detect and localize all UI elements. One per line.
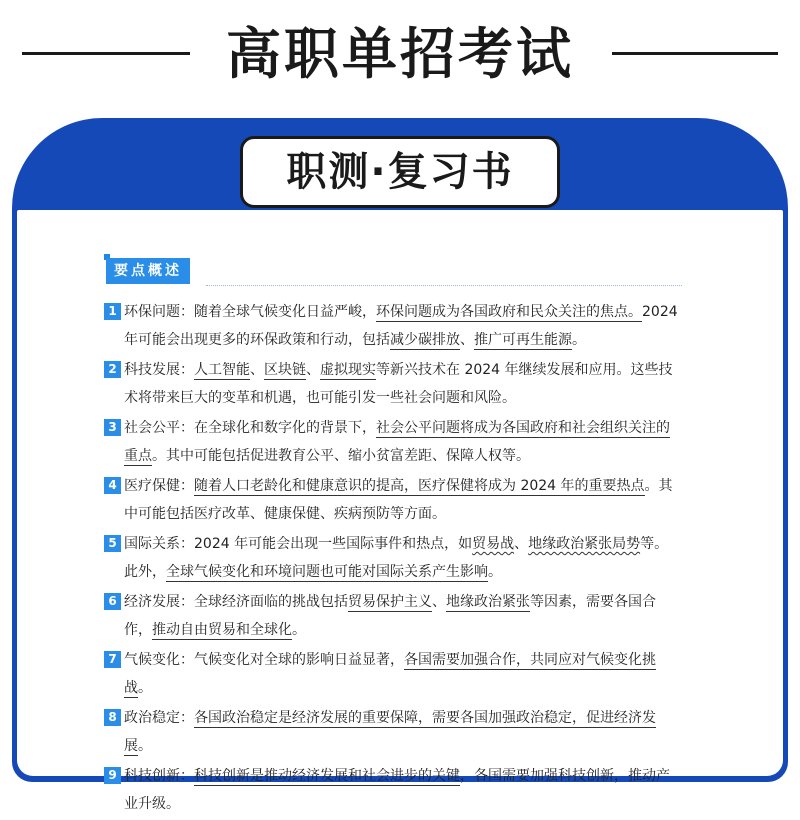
item-underlined-text: 全球气候变化和环境问题也可能对国际关系产生影响 [166,564,488,580]
item-text: 、 [460,332,474,348]
item-text: 。 [572,332,586,348]
item-number-badge: 1 [104,303,121,320]
item-text: 医疗保健： [124,478,194,494]
item-underlined-text: 区块链 [264,362,306,378]
item-text: 气候变化：气候变化对全球的影响日益显著， [124,652,404,668]
item-underlined-text: 各国政治稳定是经济发展的重要保障，需要各国加强政治稳定，促进经济发展 [124,710,656,754]
item-underlined-text: 各国需要加强合作，共同应对气候变化挑战 [124,652,656,696]
item-underlined-text: 贸易保护主义 [348,594,432,610]
item-number-badge: 4 [104,477,121,494]
item-underlined-text: 环保问题成为各国政府和民众关注的焦点。 [376,304,642,320]
item-text: 、 [250,362,264,378]
item-text: 等新兴技术在 2024 年继续发展和应用。这些技术将带来巨大的变革和机遇，也可能引发一些社会问题和风险。 [124,362,673,406]
item-underlined-text: 人工智能 [194,362,250,378]
list-item [104,762,682,818]
item-underlined-text: 推动自由贸易和全球化 [152,622,292,638]
page-title: 高职单招考试 [225,22,574,86]
item-underlined-text: 社会公平问题将成为各国政府和社会组织关注的重点 [124,420,670,464]
item-text: 2024年可能会出现更多的环保政策和行动，包括 [124,304,678,348]
item-text: ，各国需要加强科技创新，推动产业升级。 [124,768,670,812]
list-item [104,414,682,470]
item-text: 等因素，需要各国合作， [124,594,656,638]
header-rule-right [612,52,778,55]
dotted-divider [206,285,682,286]
item-number-badge: 8 [104,709,121,726]
item-text: 。 [138,738,152,754]
list-item [104,472,682,528]
item-text: 科技发展： [124,362,194,378]
item-text: 政治稳定： [124,710,194,726]
item-text: 等。此外， [124,536,669,580]
item-text: 。 [292,622,306,638]
item-text: 经济发展：全球经济面临的挑战包括 [124,594,348,610]
item-number-badge: 6 [104,593,121,610]
item-number-badge: 3 [104,419,121,436]
item-text: 。 [138,680,152,696]
list-item [104,356,682,412]
key-points-list [104,298,682,820]
item-text: 、 [306,362,320,378]
item-text: 、 [432,594,446,610]
list-item [104,298,682,354]
item-underlined-text: 地缘政治紧张 [446,594,530,610]
item-underlined-text: 随着人口老龄化和健康意识的提高，医疗保健将成为 2024 年的重要热点 [194,478,645,494]
section-label: 要点概述 [106,258,190,284]
section-header [106,258,682,288]
item-text: 、 [514,536,529,552]
item-text: 环保问题：随着全球气候变化日益严峻， [124,304,376,320]
item-number-badge: 5 [104,535,121,552]
item-number-badge: 7 [104,651,121,668]
item-wavy-underlined-text: 地缘政治紧张局势 [528,536,641,552]
item-underlined-text: 推广可再生能源 [474,332,572,348]
item-text: 。其中可能包括医疗改革、健康保健、疾病预防等方面。 [124,478,673,522]
item-text: 。 [488,564,502,580]
item-wavy-underlined-text: 贸易战 [472,536,515,552]
item-number-badge: 9 [104,767,121,784]
book-subtitle: 职测·复习书 [240,136,560,208]
item-underlined-text: 科技创新是推动经济发展和社会进步的关键 [194,768,460,784]
list-item [104,646,682,702]
item-text: 社会公平：在全球化和数字化的背景下， [124,420,376,436]
list-item [104,530,682,586]
list-item [104,588,682,644]
list-item [104,704,682,760]
item-number-badge: 2 [104,361,121,378]
item-underlined-text: 减少碳排放 [390,332,460,348]
item-underlined-text: 虚拟现实 [320,362,376,378]
item-text: 。其中可能包括促进教育公平、缩小贫富差距、保障人权等。 [152,448,530,464]
item-text: 科技创新： [124,768,194,784]
item-text: 国际关系：2024 年可能会出现一些国际事件和热点，如 [124,536,473,552]
